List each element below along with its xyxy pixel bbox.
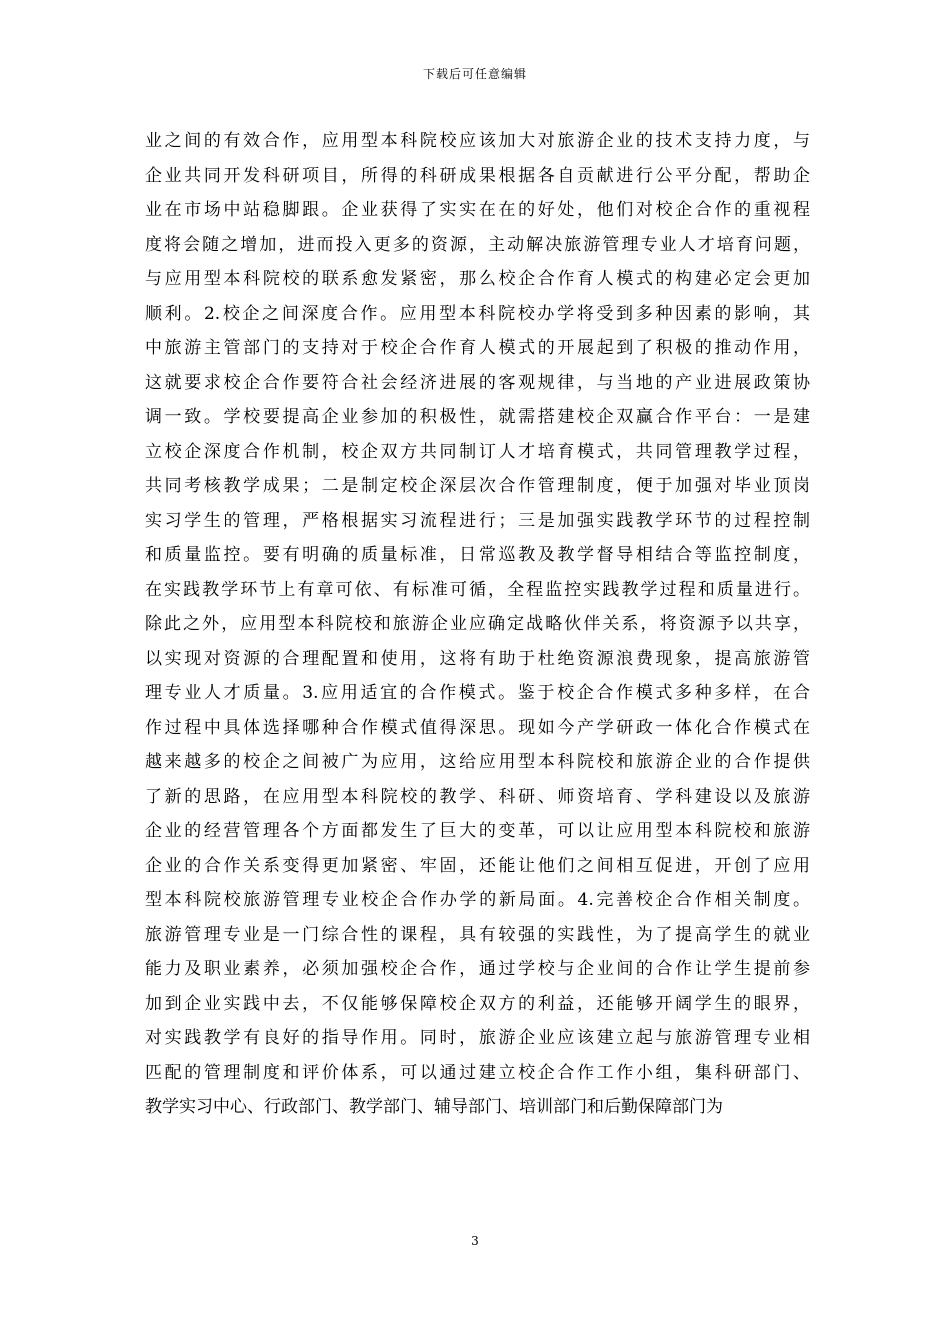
text-line: 在实践教学环节上有章可依、有标准可循，全程监控实践教学过程和质量进行。 — [145, 579, 810, 600]
text-line: 旅游管理专业是一门综合性的课程，具有较强的实践性，为了提高学生的就业 — [145, 924, 810, 945]
text-line: 企业共同开发科研项目，所得的科研成果根据各自贡献进行公平分配，帮助企 — [145, 165, 810, 186]
text-line: 能力及职业素养，必须加强校企合作，通过学校与企业间的合作让学生提前参 — [145, 959, 810, 979]
text-line: 与应用型本科院校的联系愈发紧密，那么校企合作育人模式的构建必定会更加 — [145, 269, 810, 289]
page-header: 下载后可任意编辑 — [422, 67, 527, 81]
text-line: 企业的经营管理各个方面都发生了巨大的变革，可以让应用型本科院校和旅游 — [145, 821, 810, 841]
text-line: 加到企业实践中去，不仅能够保障校企双方的利益，还能够开阔学生的眼界， — [145, 993, 810, 1014]
text-line: 和质量监控。要有明确的质量标准，日常巡教及教学督导相结合等监控制度， — [145, 545, 810, 565]
text-line: 业在市场中站稳脚跟。企业获得了实实在在的好处，他们对校企合作的重视程 — [145, 200, 810, 220]
text-line: 除此之外，应用型本科院校和旅游企业应确定战略伙伴关系，将资源予以共享， — [145, 614, 810, 634]
text-line: 越来越多的校企之间被广为应用，这给应用型本科院校和旅游企业的合作提供 — [145, 752, 810, 772]
body-text — [145, 124, 810, 1125]
text-line: 匹配的管理制度和评价体系，可以通过建立校企合作工作小组，集科研部门、 — [145, 1062, 810, 1083]
text-line: 作过程中具体选择哪种合作模式值得深思。现如今产学研政一体化合作模式在 — [145, 717, 810, 738]
text-line: 调一致。学校要提高企业参加的积极性，就需搭建校企双赢合作平台：一是建 — [145, 407, 810, 427]
text-line: 理专业人才质量。3.应用适宜的合作模式。鉴于校企合作模式多种多样，在合 — [145, 683, 810, 703]
text-line: 型本科院校旅游管理专业校企合作办学的新局面。4.完善校企合作相关制度。 — [145, 890, 810, 910]
text-line: 教学实习中心、行政部门、教学部门、辅导部门、培训部门和后勤保障部门为 — [145, 1097, 723, 1117]
text-line: 企业的合作关系变得更加紧密、牢固，还能让他们之间相互促进，开创了应用 — [145, 855, 810, 876]
text-line: 度将会随之增加，进而投入更多的资源，主动解决旅游管理专业人才培育问题， — [145, 234, 810, 255]
page-number: 3 — [471, 1234, 479, 1248]
text-line: 顺利。2.校企之间深度合作。应用型本科院校办学将受到多种因素的影响，其 — [145, 303, 810, 324]
text-line: 这就要求校企合作要符合社会经济进展的客观规律，与当地的产业进展政策协 — [145, 372, 810, 393]
text-line: 立校企深度合作机制，校企双方共同制订人才培育模式，共同管理教学过程， — [145, 441, 810, 462]
text-line: 对实践教学有良好的指导作用。同时，旅游企业应该建立起与旅游管理专业相 — [145, 1028, 810, 1048]
text-line: 实习学生的管理，严格根据实习流程进行；三是加强实践教学环节的过程控制 — [145, 510, 810, 531]
text-line: 共同考核教学成果；二是制定校企深层次合作管理制度，便于加强对毕业顶岗 — [145, 476, 810, 496]
text-line: 业之间的有效合作，应用型本科院校应该加大对旅游企业的技术支持力度，与 — [145, 131, 810, 151]
text-line: 以实现对资源的合理配置和使用，这将有助于杜绝资源浪费现象，提高旅游管 — [145, 648, 810, 669]
text-line: 中旅游主管部门的支持对于校企合作育人模式的开展起到了积极的推动作用， — [145, 338, 810, 358]
text-line: 了新的思路，在应用型本科院校的教学、科研、师资培育、学科建设以及旅游 — [145, 786, 810, 807]
